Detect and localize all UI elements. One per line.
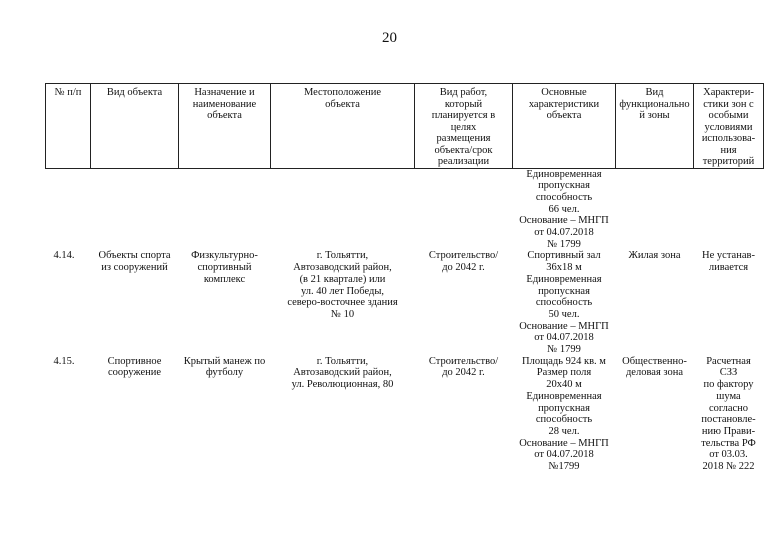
header-text: № п/п bbox=[54, 87, 82, 98]
cell-work-type bbox=[415, 356, 513, 473]
cell-text: 4.14. bbox=[53, 250, 75, 262]
cell-text: Крытый манеж по bbox=[183, 355, 266, 367]
header-text: наименование bbox=[192, 98, 257, 110]
header-text: стики зон с bbox=[703, 98, 754, 110]
cell-special-zones bbox=[694, 356, 764, 473]
cell-text: г. Тольятти, bbox=[316, 355, 369, 367]
cell-text: Строительство/ bbox=[428, 250, 499, 262]
header-special-zones bbox=[694, 84, 764, 169]
cell-text: пропускная bbox=[538, 285, 590, 297]
cell-location bbox=[271, 356, 415, 473]
cell-text: пропускная bbox=[538, 402, 590, 414]
header-text: функционально bbox=[619, 98, 690, 110]
cell-object-type bbox=[91, 356, 179, 473]
cell-purpose bbox=[179, 250, 271, 355]
header-text: объекта bbox=[325, 98, 360, 110]
cell-text: шума bbox=[716, 390, 741, 402]
header-text: использова- bbox=[701, 133, 756, 144]
cell-text: (в 21 квартале) или bbox=[299, 273, 386, 285]
cell-number bbox=[46, 356, 91, 473]
objects-table bbox=[45, 83, 764, 473]
cell-text: Основание – МНГП bbox=[519, 320, 609, 332]
empty-cell bbox=[415, 168, 513, 250]
header-text: территорий bbox=[702, 156, 755, 167]
table-row bbox=[46, 250, 764, 355]
cell-text: Автозаводский район, bbox=[293, 367, 392, 379]
cell-text: Единовременная bbox=[526, 273, 602, 285]
cell-text: Жилая зона bbox=[628, 250, 681, 262]
header-text: Назначение и bbox=[194, 87, 255, 98]
cell-text: способность bbox=[535, 414, 593, 426]
cell-text: сооружение bbox=[107, 367, 162, 379]
cell-purpose bbox=[179, 356, 271, 473]
cell-text: Автозаводский район, bbox=[293, 262, 392, 274]
cell-text: 20х40 м bbox=[546, 379, 582, 391]
header-text: реализации bbox=[437, 156, 490, 167]
cell-text: 36х18 м bbox=[546, 262, 582, 274]
cell-text: нию Прави- bbox=[701, 425, 756, 437]
cell-text: 50 чел. bbox=[548, 308, 580, 320]
header-text: планируется в bbox=[431, 110, 496, 121]
header-text: Основные bbox=[541, 87, 587, 98]
cell-text: до 2042 г. bbox=[442, 262, 485, 274]
cell-text: ливается bbox=[708, 262, 749, 274]
header-location bbox=[271, 84, 415, 169]
cell-text: из сооружений bbox=[101, 262, 168, 274]
cell-text: от 04.07.2018 bbox=[534, 227, 594, 239]
cell-work-type bbox=[415, 250, 513, 355]
cell-text: Площадь 924 кв. м bbox=[522, 355, 606, 367]
continuation-row bbox=[46, 168, 764, 250]
cell-text: тельства РФ bbox=[701, 437, 756, 449]
header-work-type bbox=[415, 84, 513, 169]
cell-text: деловая зона bbox=[625, 367, 684, 379]
cell-text: спортивный bbox=[197, 262, 252, 274]
header-number bbox=[46, 84, 91, 169]
cell-text: СЗЗ bbox=[719, 367, 738, 379]
cell-text: Общественно- bbox=[622, 355, 687, 367]
cell-text: Основание – МНГП bbox=[519, 437, 609, 449]
cell-text: Спортивное bbox=[107, 355, 162, 367]
empty-cell bbox=[91, 168, 179, 250]
cell-text: северо-восточнее здания bbox=[287, 297, 398, 309]
cell-characteristics bbox=[513, 356, 616, 473]
cell-special-zones bbox=[694, 250, 764, 355]
cell-text: Единовременная bbox=[526, 168, 602, 180]
cell-number bbox=[46, 250, 91, 355]
cell-text: пропускная bbox=[538, 180, 590, 192]
cell-text: от 04.07.2018 bbox=[534, 449, 594, 461]
cell-text: Спортивный зал bbox=[527, 250, 601, 262]
header-text: Вид работ, bbox=[439, 87, 488, 98]
cell-text: способность bbox=[535, 297, 593, 309]
cell-text: постановле- bbox=[701, 414, 756, 426]
cell-text: № 1799 bbox=[547, 238, 581, 250]
cell-text: г. Тольятти, bbox=[316, 250, 369, 262]
header-text: размещения bbox=[436, 133, 491, 144]
empty-cell bbox=[694, 168, 764, 250]
cell-text: ул. Революционная, 80 bbox=[291, 379, 394, 391]
continuation-characteristics bbox=[513, 168, 616, 250]
cell-text: Строительство/ bbox=[428, 355, 499, 367]
cell-text: от 03.03. bbox=[709, 449, 748, 461]
table-row bbox=[46, 356, 764, 473]
cell-text: 66 чел. bbox=[548, 203, 580, 215]
header-text: который bbox=[444, 98, 483, 110]
empty-cell bbox=[179, 168, 271, 250]
header-text: й зоны bbox=[639, 110, 670, 121]
header-purpose bbox=[179, 84, 271, 169]
header-text: объекта bbox=[546, 110, 582, 121]
cell-location bbox=[271, 250, 415, 355]
table-header-row bbox=[46, 84, 764, 169]
header-text: объекта/срок bbox=[434, 144, 493, 156]
cell-text: до 2042 г. bbox=[442, 367, 485, 379]
cell-text: №1799 bbox=[548, 461, 580, 473]
empty-cell bbox=[46, 168, 91, 250]
header-text: характеристики bbox=[528, 98, 600, 110]
cell-text: футболу bbox=[205, 367, 244, 379]
cell-characteristics bbox=[513, 250, 616, 355]
cell-text: ул. 40 лет Победы, bbox=[300, 285, 385, 297]
cell-text: Основание – МНГП bbox=[519, 215, 609, 227]
header-text: условиями bbox=[704, 121, 753, 133]
header-text: целях bbox=[450, 121, 477, 133]
cell-text: от 04.07.2018 bbox=[534, 332, 594, 344]
cell-text: комплекс bbox=[203, 273, 246, 285]
header-object-type bbox=[91, 84, 179, 169]
cell-text: Расчетная bbox=[706, 355, 751, 367]
header-text: Характери- bbox=[703, 87, 754, 98]
header-text: ния bbox=[720, 144, 737, 156]
header-zone-type bbox=[616, 84, 694, 169]
header-characteristics bbox=[513, 84, 616, 169]
cell-text: согласно bbox=[708, 402, 749, 414]
cell-text: 2018 № 222 bbox=[702, 461, 755, 473]
cell-zone-type bbox=[616, 356, 694, 473]
cell-text: 28 чел. bbox=[548, 425, 580, 437]
cell-text: Не устанав- bbox=[702, 250, 755, 262]
cell-text: способность bbox=[535, 191, 593, 203]
empty-cell bbox=[616, 168, 694, 250]
header-text: Местоположение bbox=[303, 87, 382, 98]
header-text: особыми bbox=[708, 110, 749, 121]
header-text: Вид bbox=[645, 87, 664, 98]
cell-text: Физкультурно- bbox=[191, 250, 258, 262]
header-text: Вид объекта bbox=[106, 87, 163, 98]
cell-text: Размер поля bbox=[536, 367, 592, 379]
cell-zone-type bbox=[616, 250, 694, 355]
cell-text: 4.15. bbox=[53, 355, 75, 367]
cell-text: № 1799 bbox=[547, 344, 581, 356]
cell-text: по фактору bbox=[703, 379, 754, 391]
cell-text: № 10 bbox=[330, 308, 355, 320]
page-number: 20 bbox=[382, 30, 397, 46]
cell-object-type bbox=[91, 250, 179, 355]
empty-cell bbox=[271, 168, 415, 250]
header-text: объекта bbox=[207, 110, 242, 121]
cell-text: Объекты спорта bbox=[98, 250, 171, 262]
cell-text: Единовременная bbox=[526, 390, 602, 402]
